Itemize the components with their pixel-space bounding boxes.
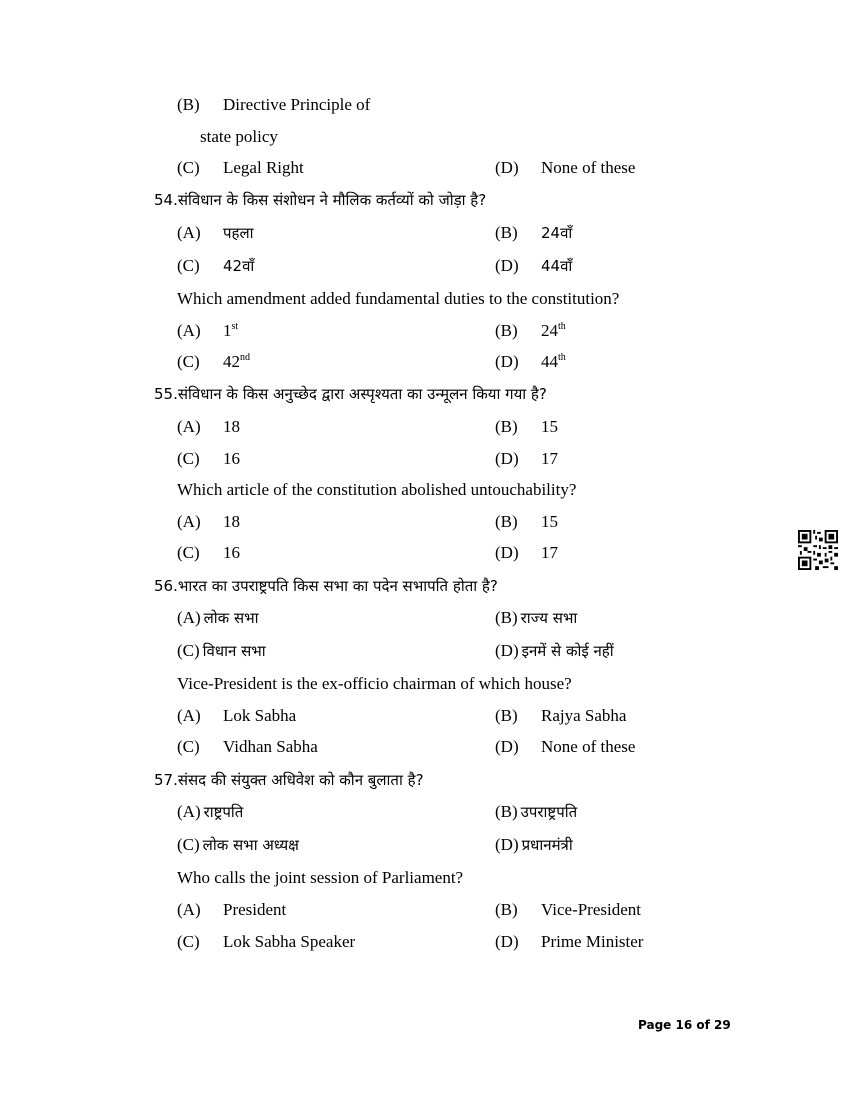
q56-hi-option-b: [495, 608, 577, 628]
option-letter: (C): [177, 835, 200, 854]
q54-hi-option-d: [495, 256, 572, 276]
q57-hi-option-a: [177, 802, 243, 822]
option-text: Lok Sabha Speaker: [223, 932, 356, 951]
option-text: लोक सभा अध्यक्ष: [202, 836, 299, 854]
q55-english-question: Which article of the constitution abolished untouchability?: [177, 480, 577, 499]
q57-hi-option-b: [495, 802, 577, 822]
option-letter: (B): [495, 321, 518, 340]
option-letter: (D): [495, 352, 519, 371]
option-text: None of these: [541, 737, 636, 756]
option-letter: (C): [177, 158, 200, 177]
q55-hindi-question: 55.संविधान के किस अनुच्छेद द्वारा अस्पृश्यता का उन्मूलन किया गया है?: [154, 385, 547, 403]
q57-english-question: Who calls the joint session of Parliament?: [177, 868, 464, 887]
option-text: 44वाँ: [541, 257, 573, 275]
option-text: प्रधानमंत्री: [521, 836, 573, 854]
option-letter: (D): [495, 256, 519, 275]
q53-option-d: [495, 158, 635, 178]
option-text: 15: [541, 512, 558, 531]
option-text: None of these: [541, 158, 636, 177]
q54-hi-option-a: [177, 223, 254, 243]
option-text: 17: [541, 449, 558, 468]
option-letter: (C): [177, 641, 200, 660]
option-text: 16: [223, 543, 240, 562]
option-text: उपराष्ट्रपति: [520, 803, 578, 821]
q56-en-option-d: [495, 737, 635, 757]
q57-en-option-c: [177, 932, 355, 952]
q54-en-option-b: [495, 321, 566, 341]
option-letter: (C): [177, 737, 200, 756]
option-letter: (A): [177, 900, 201, 919]
option-text: Legal Right: [223, 158, 304, 177]
q55-hi-option-a: [177, 417, 240, 437]
option-text: Vice-President: [541, 900, 641, 919]
option-text: Lok Sabha: [223, 706, 297, 725]
option-letter: (A): [177, 706, 201, 725]
option-text: 15: [541, 417, 558, 436]
option-letter: (D): [495, 932, 519, 951]
page-number: Page 16 of 29: [638, 1018, 731, 1032]
option-letter: (D): [495, 158, 519, 177]
q55-en-option-a: [177, 512, 240, 532]
q54-en-option-d: [495, 352, 566, 372]
q54-en-option-a: [177, 321, 238, 341]
option-text: पहला: [223, 224, 254, 242]
option-text: विधान सभा: [202, 642, 266, 660]
q55-hi-option-c: [177, 449, 240, 469]
ordinal-suffix: th: [558, 321, 566, 332]
option-letter: (D): [495, 737, 519, 756]
option-text: 18: [223, 417, 240, 436]
option-text: Directive Principle of: [223, 95, 371, 114]
q54-english-question: Which amendment added fundamental duties to the constitution?: [177, 289, 620, 308]
q56-hi-option-c: [177, 641, 266, 661]
option-text: 24वाँ: [541, 224, 573, 242]
option-text: 16: [223, 449, 240, 468]
q54-en-option-c: [177, 352, 250, 372]
ordinal-suffix: th: [558, 352, 566, 363]
q57-hindi-question: 57.संसद की संयुक्त अधिवेश को कौन बुलाता है?: [154, 771, 424, 789]
q57-en-option-a: [177, 900, 286, 920]
q53-option-b: [177, 95, 370, 115]
option-text: Vidhan Sabha: [223, 737, 318, 756]
option-letter: (B): [495, 223, 518, 242]
option-letter: (A): [177, 223, 201, 242]
option-letter: (B): [177, 95, 200, 114]
option-text: 17: [541, 543, 558, 562]
q56-en-option-b: [495, 706, 626, 726]
option-letter: (B): [495, 706, 518, 725]
q53-option-b-line2: state policy: [200, 127, 278, 146]
q57-hi-option-c: [177, 835, 299, 855]
q54-hi-option-c: [177, 256, 254, 276]
option-text: इनमें से कोई नहीं: [521, 642, 614, 660]
option-text: Rajya Sabha: [541, 706, 627, 725]
q53-option-c: [177, 158, 304, 178]
q57-en-option-b: [495, 900, 641, 920]
option-text: राष्ट्रपति: [203, 803, 244, 821]
q56-hi-option-a: [177, 608, 259, 628]
option-text: राज्य सभा: [520, 609, 578, 627]
option-letter: (A): [177, 608, 201, 627]
option-text: 42वाँ: [223, 257, 255, 275]
option-letter: (C): [177, 352, 200, 371]
option-letter: (A): [177, 417, 201, 436]
q56-en-option-c: [177, 737, 318, 757]
option-text: Prime Minister: [541, 932, 644, 951]
option-text: 1: [223, 321, 232, 340]
option-letter: (C): [177, 449, 200, 468]
option-text: 18: [223, 512, 240, 531]
option-letter: (B): [495, 900, 518, 919]
option-letter: (B): [495, 417, 518, 436]
ordinal-suffix: st: [231, 321, 239, 332]
option-text: 44: [541, 352, 558, 371]
option-text: लोक सभा: [203, 609, 259, 627]
q55-en-option-c: [177, 543, 240, 563]
option-letter: (D): [495, 835, 519, 854]
qr-code-icon: [798, 530, 838, 570]
q56-hindi-question: 56.भारत का उपराष्ट्रपति किस सभा का पदेन सभापति होता है?: [154, 577, 498, 595]
q55-hi-option-b: [495, 417, 558, 437]
option-text: President: [223, 900, 287, 919]
option-text: 24: [541, 321, 558, 340]
option-letter: (B): [495, 512, 518, 531]
ordinal-suffix: nd: [240, 352, 250, 363]
q55-hi-option-d: [495, 449, 558, 469]
q57-hi-option-d: [495, 835, 573, 855]
q54-hindi-question: 54.संविधान के किस संशोधन ने मौलिक कर्तव्यों को जोड़ा है?: [154, 191, 487, 209]
option-letter: (A): [177, 512, 201, 531]
q56-english-question: Vice-President is the ex-officio chairman of which house?: [177, 674, 572, 693]
option-letter: (C): [177, 932, 200, 951]
q57-en-option-d: [495, 932, 643, 952]
option-letter: (D): [495, 641, 519, 660]
option-text: 42: [223, 352, 240, 371]
option-letter: (B): [495, 802, 518, 821]
option-letter: (D): [495, 543, 519, 562]
q55-en-option-d: [495, 543, 558, 563]
q54-hi-option-b: [495, 223, 572, 243]
q56-en-option-a: [177, 706, 296, 726]
q55-en-option-b: [495, 512, 558, 532]
option-letter: (A): [177, 802, 201, 821]
option-letter: (A): [177, 321, 201, 340]
option-letter: (C): [177, 256, 200, 275]
q56-hi-option-d: [495, 641, 614, 661]
option-letter: (C): [177, 543, 200, 562]
option-letter: (D): [495, 449, 519, 468]
option-letter: (B): [495, 608, 518, 627]
